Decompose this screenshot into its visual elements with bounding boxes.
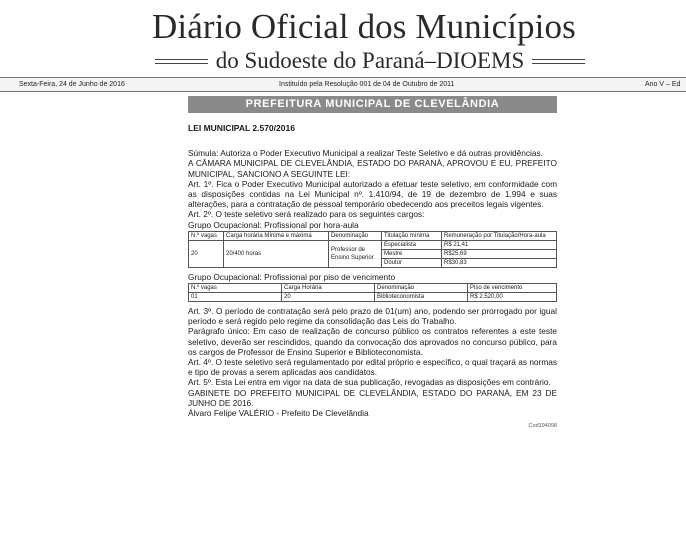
law-content xyxy=(188,118,557,431)
table-cell-remuneracao: R$30,83 xyxy=(442,258,557,267)
signature: Álvaro Felipe VALÉRIO - Prefeito De Clevelândia xyxy=(188,408,369,419)
article-5: Art. 5º. Esta Lei entra em vigor na data de sua publicação, revogadas as disposições em contrário. xyxy=(188,377,551,388)
table-header-cell: Piso de vencimento xyxy=(468,284,557,293)
table-cell-titulacao: Especialista xyxy=(382,240,442,249)
double-rule-right xyxy=(532,59,585,64)
table-header-cell: Carga horária Mínima e máxima xyxy=(224,231,329,240)
table-cell-titulacao: Doutor xyxy=(382,258,442,267)
article-2: Art. 2º. O teste seletivo será realizado para os seguintes cargos: xyxy=(188,209,425,220)
table-cell-carga: 20/400 horas xyxy=(224,240,329,267)
institution-note: Instituído pela Resolução 001 de 04 de Outubro de 2011 xyxy=(279,81,455,88)
table-cell: 20 xyxy=(282,293,375,302)
issue-date: Sexta-Feira, 24 de Junho de 2016 xyxy=(19,81,125,88)
dateline-bar xyxy=(0,77,686,92)
table-cell-denominacao: Professor de Ensino Superior xyxy=(329,240,382,267)
masthead-subtitle: do Sudoeste do Paraná–DIOEMS xyxy=(215,48,525,73)
section-banner: PREFEITURA MUNICIPAL DE CLEVELÂNDIA xyxy=(188,96,557,113)
table-cell-remuneracao: R$25,69 xyxy=(442,249,557,258)
table-cell-vagas: 20 xyxy=(189,240,224,267)
gabinete: GABINETE DO PREFEITO MUNICIPAL DE CLEVELÂNDIA, ESTADO DO PARANÁ, EM 23 DE JUNHO DE 2016. xyxy=(188,387,557,408)
article-1: Art. 1º. Fica o Poder Executivo Municipal autorizado a efetuar teste seletivo, em conformidade com as disposições contidas na Lei Municipal nº. 1.410/94, de 19 de dezembro de 1.994 e suas alterações, para a contratação de pessoal temporário obedecendo aos preceitos legais vigentes. xyxy=(188,178,557,210)
table-header-cell: Carga Horária xyxy=(282,284,375,293)
table-cell-titulacao: Mestre xyxy=(382,249,442,258)
table-cell: R$ 2.520,00 xyxy=(468,293,557,302)
table-header-cell: Denominação xyxy=(375,284,468,293)
article-4: Art. 4º. O teste seletivo será regulamentado por edital próprio e específico, o qual traçará as normas e tipo de provas a serem aplicadas aos candidatos. xyxy=(188,357,557,378)
table-row xyxy=(189,240,557,249)
table-cell: Biblioteconomista xyxy=(375,293,468,302)
table-row xyxy=(189,293,557,302)
group-1-label: Grupo Ocupacional: Profissional por hora-aula xyxy=(188,219,359,230)
table-header-cell: Denominação xyxy=(329,231,382,240)
law-title: LEI MUNICIPAL 2.570/2016 xyxy=(188,123,295,133)
table-salary-floor xyxy=(188,283,557,302)
table-cell: 01 xyxy=(189,293,282,302)
table-header-cell: N.º vagas xyxy=(189,284,282,293)
table-header-cell: Remuneração por Titulação/Hora-aula xyxy=(442,231,557,240)
preamble: A CÂMARA MUNICIPAL DE CLEVELÂNDIA, ESTADO DO PARANÁ, APROVOU E EU, PREFEITO MUNICIPAL, SANCIONO A SEGUINTE LEI: xyxy=(188,158,557,179)
publication-code: Cod194098 xyxy=(528,423,557,430)
edition-label: Ano V – Ed xyxy=(645,81,681,88)
table-hour-class xyxy=(188,231,557,268)
paragrafo-unico: Parágrafo único: Em caso de realização de concurso público os contratos referentes a este teste seletivo, deverão ser rescindidos, quando da convocação dos aprovados no concurso público, para os cargos de Professor de Ensino Superior e Biblioteconomista. xyxy=(188,326,557,357)
masthead-subtitle-row xyxy=(155,47,585,75)
group-2-label: Grupo Ocupacional: Profissional por piso de vencimento xyxy=(188,271,396,282)
double-rule-left xyxy=(155,59,208,64)
table-header-row xyxy=(189,231,557,240)
table-cell-remuneracao: R$ 21,41 xyxy=(442,240,557,249)
masthead-title: Diário Oficial dos Municípios xyxy=(152,7,576,46)
table-header-row xyxy=(189,284,557,293)
table-header-cell: N.º vagas xyxy=(189,231,224,240)
table-header-cell: Titulação mínima xyxy=(382,231,442,240)
sumula: Súmula: Autoriza o Poder Executivo Municipal a realizar Teste Seletivo e dá outras providências. xyxy=(188,148,543,159)
article-3: Art. 3º. O período de contratação será pelo prazo de 01(um) ano, podendo ser prorrogado por igual período e será regido pelo regime da consolidação das Leis do Trabalho. xyxy=(188,306,557,327)
